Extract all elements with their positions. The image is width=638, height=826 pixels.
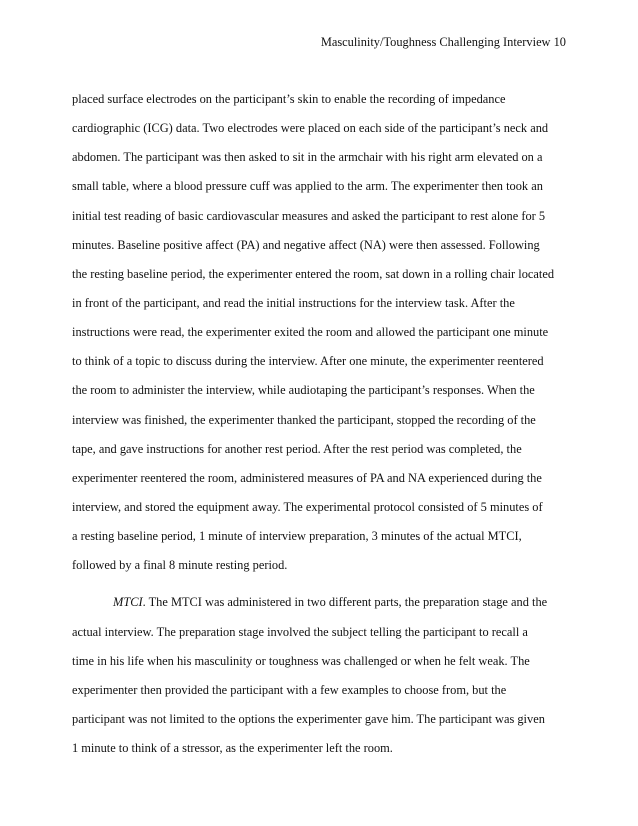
text-line: actual interview. The preparation stage involved the subject telling the participant to recall a [72,624,528,639]
paragraph-gap [72,584,572,592]
text-line: cardiographic (ICG) data. Two electrodes were placed on each side of the participant’s neck and [72,121,549,136]
text-line: instructions were read, the experimenter exited the room and allowed the participant one minute [72,325,549,340]
text-line: abdomen. The participant was then asked to sit in the armchair with his right arm elevated on a [72,150,543,165]
paragraph-procedure [72,89,572,584]
text-line: small table, where a blood pressure cuff was applied to the arm. The experimenter then took an [72,179,543,194]
text-line: placed surface electrodes on the participant’s skin to enable the recording of impedance [72,92,506,106]
text-line: initial test reading of basic cardiovascular measures and asked the participant to rest alone for 5 [72,208,546,223]
text-line: followed by a final 8 minute resting period. [72,558,288,573]
text-line: in front of the participant, and read the initial instructions for the interview task. After the [72,295,515,310]
text-line: the resting baseline period, the experimenter entered the room, sat down in a rolling chair located [72,266,555,281]
section-heading-mtci: MTCI [113,595,143,610]
first-line-text: . The MTCI was administered in two different parts, the preparation stage and the [142,595,548,610]
text-line: minutes. Baseline positive affect (PA) and negative affect (NA) were then assessed. Following [72,237,540,252]
first-line [72,592,572,621]
text-line: a resting baseline period, 1 minute of interview preparation, 3 minutes of the actual MTCI, [72,529,522,544]
text-line: to think of a topic to discuss during the interview. After one minute, the experimenter reentered [72,354,544,369]
text-line: experimenter then provided the participant with a few examples to choose from, but the [72,682,507,697]
text-line: tape, and gave instructions for another rest period. After the rest period was completed, the [72,441,522,456]
text-line: participant was not limited to the options the experimenter gave him. The participant was given [72,711,545,726]
text-line: time in his life when his masculinity or toughness was challenged or when he felt weak. The [72,653,530,668]
text-line: the room to administer the interview, while audiotaping the participant’s responses. When the [72,383,535,398]
text-line: experimenter reentered the room, administered measures of PA and NA experienced during the [72,470,542,485]
paragraph-mtci [72,592,572,767]
text-line: interview was finished, the experimenter thanked the participant, stopped the recording of the [72,412,536,427]
text-line: 1 minute to think of a stressor, as the experimenter left the room. [72,741,393,756]
running-head: Masculinity/Toughness Challenging Interview 10 [320,35,566,49]
text-line: interview, and stored the equipment away. The experimental protocol consisted of 5 minutes of [72,499,543,514]
page-body [72,89,572,767]
